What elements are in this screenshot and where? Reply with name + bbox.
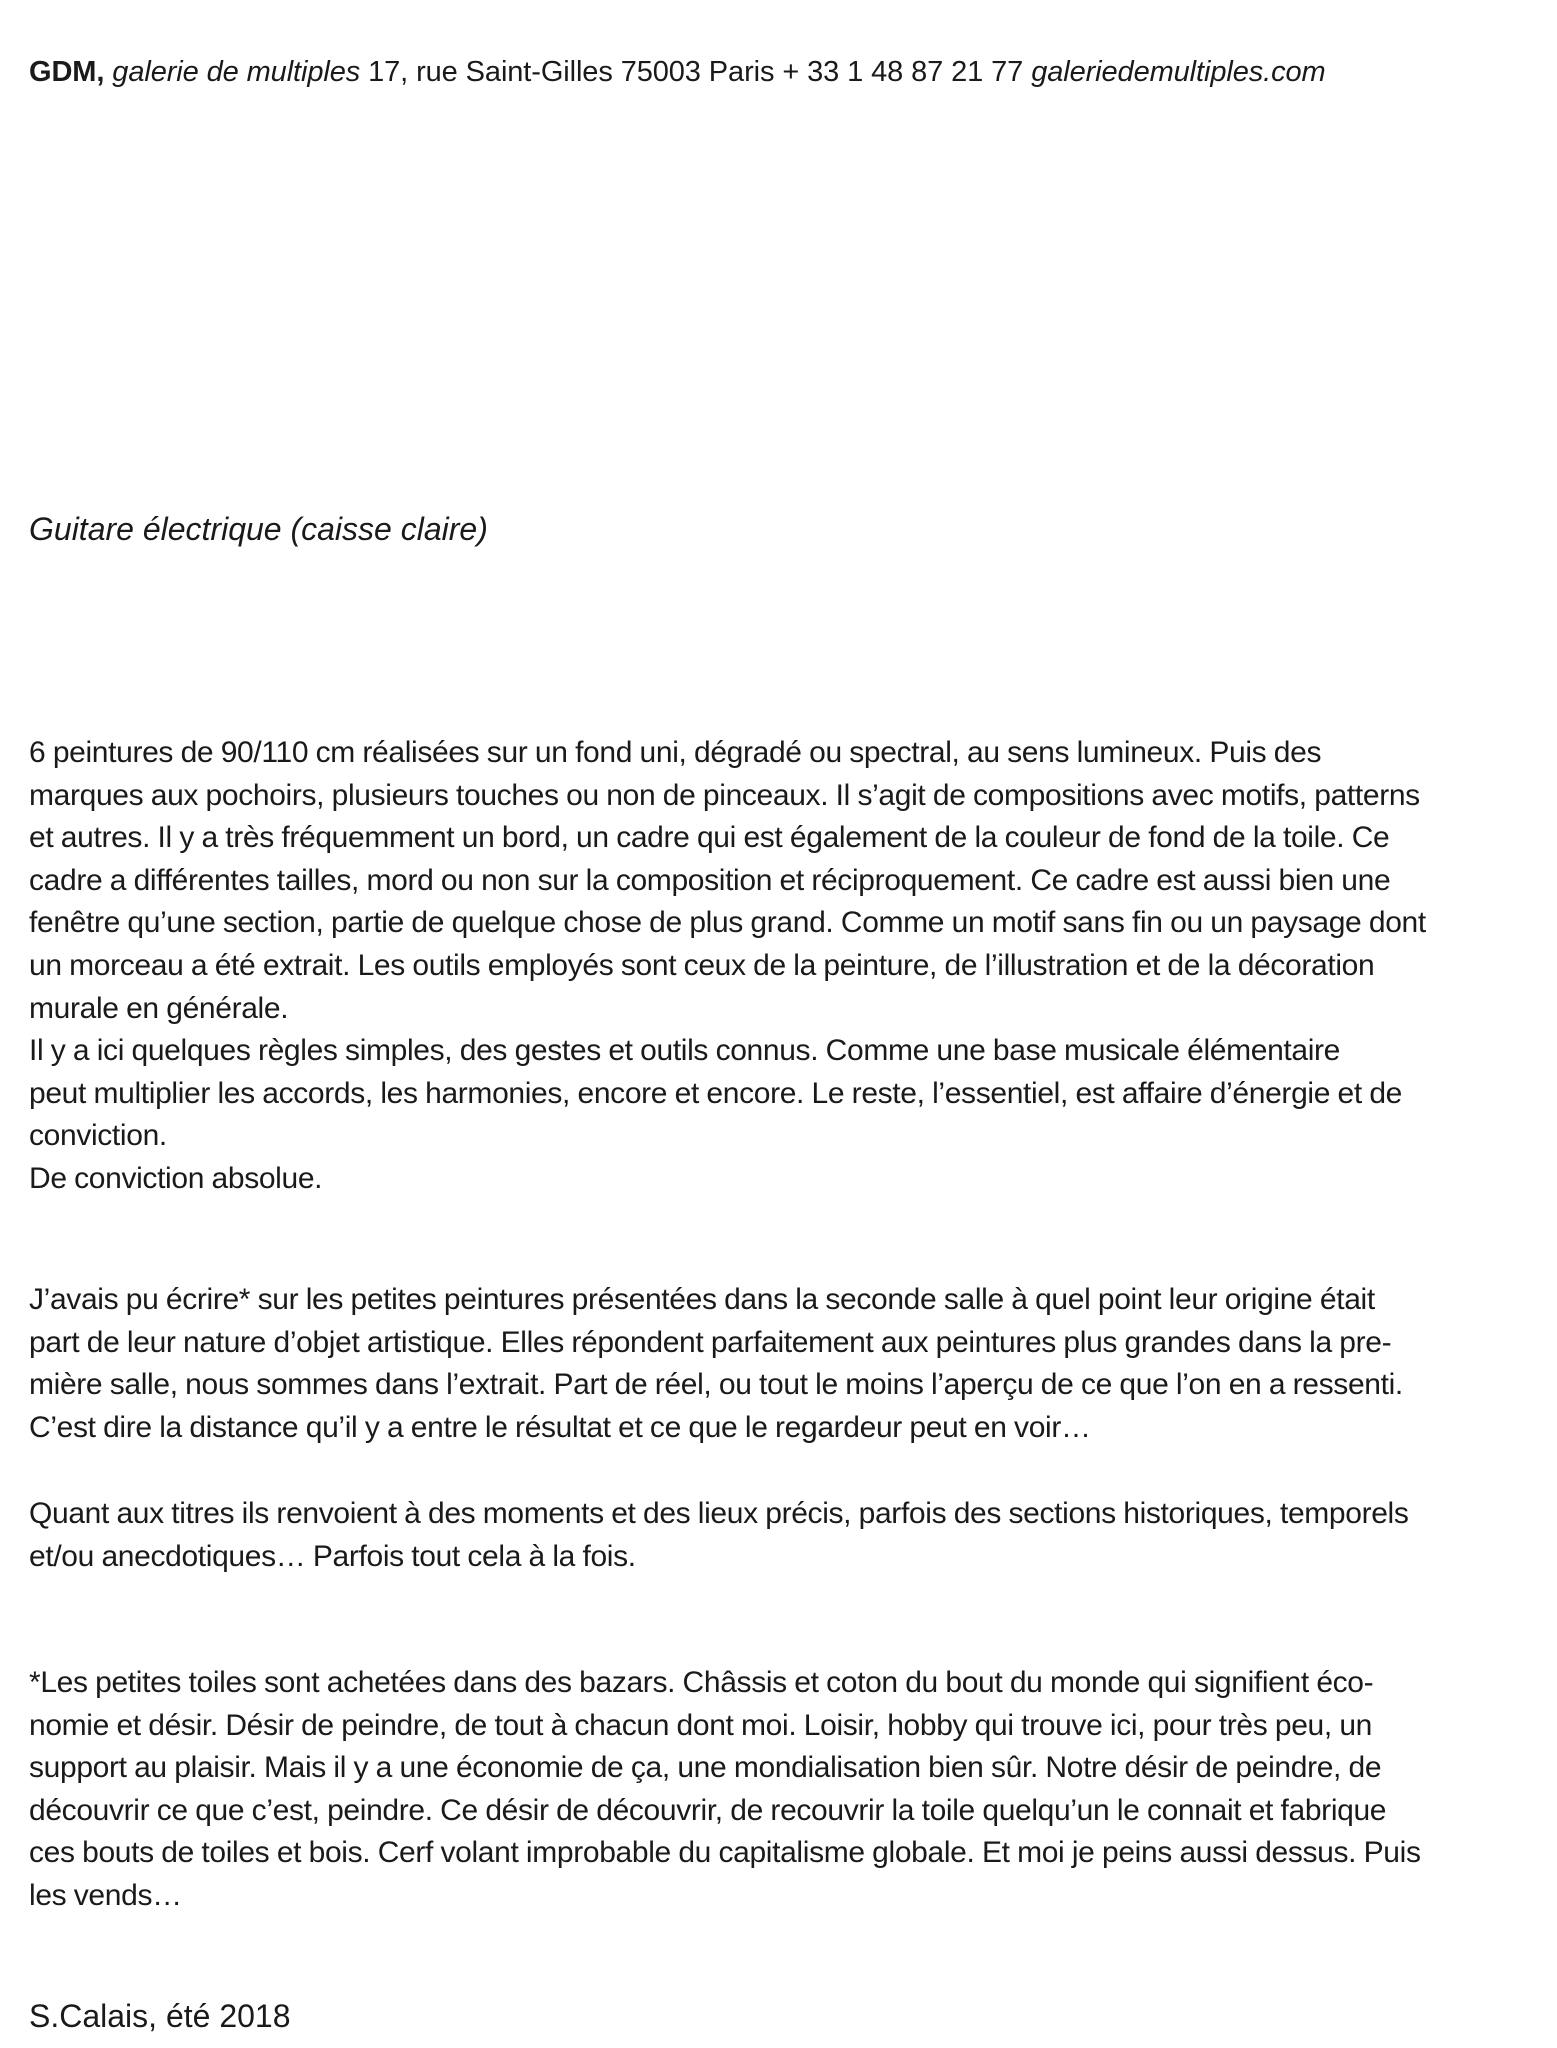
gallery-name: galerie de multiples	[112, 56, 361, 88]
text-line: Quant aux titres ils renvoient à des moments et des lieux précis, parfois des sections historiques, temporels	[29, 1497, 1409, 1530]
text-line: fenêtre qu’une section, partie de quelque chose de plus grand. Comme un motif sans fin ou un paysage dont	[29, 906, 1426, 940]
text-line: J’avais pu écrire* sur les petites peintures présentées dans la seconde salle à quel point leur origine était	[29, 1283, 1375, 1316]
text-line: et/ou anecdotiques… Parfois tout cela à la fois.	[29, 1539, 636, 1573]
text-line: Il y a ici quelques règles simples, des gestes et outils connus. Comme une base musicale élémentaire	[29, 1034, 1341, 1068]
text-line: peut multiplier les accords, les harmonies, encore et encore. Le reste, l’essentiel, est affaire d’énergie et de	[29, 1076, 1403, 1110]
text-line: nomie et désir. Désir de peindre, de tout à chacun dont moi. Loisir, hobby qui trouve ici, pour très peu, un	[29, 1708, 1373, 1742]
text-line: De conviction absolue.	[29, 1161, 323, 1195]
artwork-title: Guitare électrique (caisse claire)	[29, 511, 488, 547]
text-line: découvrir ce que c’est, peindre. Ce désir de découvrir, de recouvrir la toile quelqu’un le connait et fabrique	[29, 1793, 1387, 1827]
text-line: un morceau a été extrait. Les outils employés sont ceux de la peinture, de l’illustration et de la décoration	[29, 948, 1375, 982]
author-signature: S.Calais, été 2018	[29, 1998, 291, 2034]
text-line: cadre a différentes tailles, mord ou non sur la composition et réciproquement. Ce cadre est aussi bien une	[29, 863, 1391, 897]
text-line: conviction.	[29, 1119, 167, 1153]
text-section-description	[29, 732, 1529, 1201]
text-line: murale en générale.	[29, 991, 289, 1025]
text-line: *Les petites toiles sont achetées dans des bazars. Châssis et coton du bout du monde qui signifient éco-	[29, 1666, 1374, 1699]
text-section-footnote	[29, 1662, 1529, 1918]
text-line: support au plaisir. Mais il y a une économie de ça, une mondialisation bien sûr. Notre désir de peindre, de	[29, 1751, 1382, 1785]
text-line: part de leur nature d’objet artistique. Elles répondent parfaitement aux peintures plus grandes dans la pre-	[29, 1325, 1392, 1359]
text-section-titles	[29, 1493, 1529, 1578]
text-line: ces bouts de toiles et bois. Cerf volant improbable du capitalisme globale. Et moi je peins aussi dessus. Puis	[29, 1836, 1421, 1870]
text-line: les vends…	[29, 1878, 182, 1912]
gallery-address-phone: 17, rue Saint-Gilles 75003 Paris + 33 1 48 87 21 77	[368, 56, 1024, 88]
text-line: 6 peintures de 90/110 cm réalisées sur un fond uni, dégradé ou spectral, au sens lumineux. Puis des	[29, 736, 1322, 769]
text-line: marques aux pochoirs, plusieurs touches ou non de pinceaux. Il s’agit de compositions avec motifs, patterns	[29, 778, 1420, 812]
text-line: C’est dire la distance qu’il y a entre le résultat et ce que le regardeur peut en voir…	[29, 1410, 1091, 1444]
gallery-header	[29, 52, 1326, 92]
text-line: mière salle, nous sommes dans l’extrait. Part de réel, ou tout le moins l’aperçu de ce que l’on en a ressenti.	[29, 1368, 1403, 1402]
gallery-website: galeriedemultiples.com	[1031, 56, 1326, 88]
gallery-brand: GDM,	[29, 56, 105, 88]
text-section-small-paintings	[29, 1279, 1529, 1449]
text-line: et autres. Il y a très fréquemment un bord, un cadre qui est également de la couleur de fond de la toile. Ce	[29, 821, 1390, 855]
